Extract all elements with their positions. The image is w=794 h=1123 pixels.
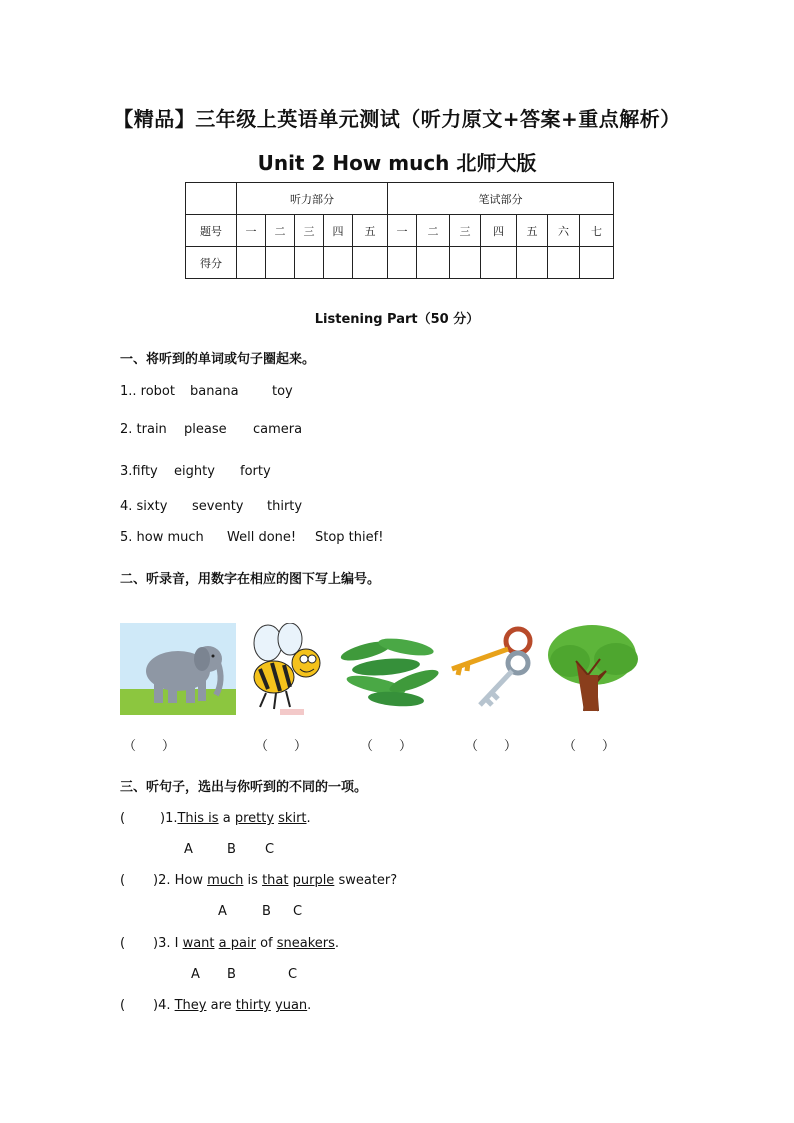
sentence-end: . xyxy=(306,811,311,826)
score-table xyxy=(185,182,614,279)
label-c: C xyxy=(265,842,275,857)
row-label-score: 得分 xyxy=(186,247,237,279)
question-number: )1. xyxy=(160,811,178,826)
label-c: C xyxy=(293,904,303,919)
word-option[interactable]: forty xyxy=(240,464,271,479)
section1-heading: 一、将听到的单词或句子圈起来。 xyxy=(120,352,316,367)
score-cell[interactable] xyxy=(580,247,614,279)
bee-picture xyxy=(238,623,336,715)
word-option[interactable]: seventy xyxy=(192,499,244,514)
word-option[interactable]: thirty xyxy=(267,499,303,514)
page-subtitle: Unit 2 How much 北师大版 xyxy=(257,151,537,175)
option-a: This is xyxy=(177,811,219,826)
answer-blank[interactable]: （ ） xyxy=(360,739,413,754)
listening-part-heading: Listening Part（50 分） xyxy=(314,312,480,327)
option-c: yuan xyxy=(275,998,308,1013)
word-option[interactable]: 3.fifty xyxy=(120,464,158,479)
keys-picture xyxy=(446,623,538,715)
sentence-end: . xyxy=(307,998,312,1013)
option-c: sneakers xyxy=(276,936,335,951)
sentence-end: . xyxy=(334,936,340,951)
word-option[interactable]: toy xyxy=(272,384,293,399)
option-a: want xyxy=(182,936,215,951)
option-b: pretty xyxy=(234,811,275,826)
elephant-picture xyxy=(120,623,236,715)
label-b: B xyxy=(227,842,236,857)
text-gap: are xyxy=(206,998,236,1013)
question-2 xyxy=(120,873,397,888)
answer-blank[interactable]: （ ） xyxy=(255,739,308,754)
label-a: A xyxy=(218,904,227,919)
option-b: thirty xyxy=(235,998,271,1013)
number-cell: 五 xyxy=(353,215,388,247)
question-1 xyxy=(120,811,311,826)
option-c: purple xyxy=(292,873,335,888)
option-b: a pair xyxy=(218,936,256,951)
word-option[interactable]: camera xyxy=(253,422,303,437)
score-cell[interactable] xyxy=(517,247,548,279)
page-title: 【精品】三年级上英语单元测试（听力原文+答案+重点解析） xyxy=(113,107,681,131)
table-corner xyxy=(186,183,237,215)
answer-paren[interactable]: ( xyxy=(120,873,126,888)
option-b: that xyxy=(262,873,289,888)
list-item xyxy=(120,384,293,399)
text-gap: is xyxy=(243,873,263,888)
text-gap: of xyxy=(255,936,277,951)
answer-paren[interactable]: ( xyxy=(120,811,126,826)
listening-header: 听力部分 xyxy=(237,183,388,215)
number-cell: 二 xyxy=(266,215,295,247)
word-option[interactable]: eighty xyxy=(174,464,215,479)
word-option[interactable]: 4. sixty xyxy=(120,499,168,514)
question-4 xyxy=(120,998,311,1013)
list-item xyxy=(120,422,302,437)
sentence-end: sweater? xyxy=(334,873,398,888)
score-cell[interactable] xyxy=(481,247,517,279)
text-gap: a xyxy=(218,811,235,826)
label-a: A xyxy=(191,967,200,982)
answer-paren[interactable]: ( xyxy=(120,998,126,1013)
question-number: )3. I xyxy=(153,936,183,951)
score-cell[interactable] xyxy=(353,247,388,279)
number-cell: 一 xyxy=(388,215,417,247)
row-label-number: 题号 xyxy=(186,215,237,247)
label-b: B xyxy=(262,904,271,919)
number-cell: 五 xyxy=(517,215,548,247)
option-labels xyxy=(184,842,274,857)
number-cell: 七 xyxy=(580,215,614,247)
answer-blank[interactable]: （ ） xyxy=(123,739,176,754)
score-cell[interactable] xyxy=(450,247,481,279)
score-cell[interactable] xyxy=(295,247,324,279)
score-cell[interactable] xyxy=(266,247,295,279)
option-a: They xyxy=(174,998,207,1013)
option-c: skirt xyxy=(278,811,307,826)
option-a: much xyxy=(207,873,244,888)
section2-heading: 二、听录音，用数字在相应的图下写上编号。 xyxy=(120,572,381,587)
label-b: B xyxy=(227,967,236,982)
score-cell[interactable] xyxy=(388,247,417,279)
score-cell[interactable] xyxy=(237,247,266,279)
word-option[interactable]: banana xyxy=(190,384,239,399)
number-cell: 三 xyxy=(450,215,481,247)
beans-picture xyxy=(336,623,446,715)
number-cell: 二 xyxy=(417,215,450,247)
answer-paren[interactable]: ( xyxy=(120,936,126,951)
score-cell[interactable] xyxy=(548,247,580,279)
number-cell: 六 xyxy=(548,215,580,247)
number-cell: 三 xyxy=(295,215,324,247)
word-option[interactable]: 5. how much xyxy=(120,530,204,545)
word-option[interactable]: 1.. robot xyxy=(120,384,175,399)
written-header: 笔试部分 xyxy=(388,183,614,215)
answer-blank[interactable]: （ ） xyxy=(465,739,518,754)
score-cell[interactable] xyxy=(324,247,353,279)
answer-blank[interactable]: （ ） xyxy=(563,739,616,754)
question-number: )4. xyxy=(153,998,175,1013)
list-item xyxy=(120,464,271,479)
list-item xyxy=(120,530,383,545)
list-item xyxy=(120,499,302,514)
tree-picture xyxy=(540,623,644,715)
word-option[interactable]: Well done! xyxy=(227,530,297,545)
word-option[interactable]: 2. train xyxy=(120,422,167,437)
option-labels xyxy=(191,967,297,982)
section3-heading: 三、听句子，选出与你听到的不同的一项。 xyxy=(120,780,368,795)
number-cell: 一 xyxy=(237,215,266,247)
label-c: C xyxy=(288,967,298,982)
number-cell: 四 xyxy=(324,215,353,247)
option-labels xyxy=(218,904,302,919)
word-option[interactable]: please xyxy=(184,422,227,437)
question-number: )2. How xyxy=(153,873,208,888)
label-a: A xyxy=(184,842,193,857)
word-option[interactable]: Stop thief! xyxy=(315,530,384,545)
number-cell: 四 xyxy=(481,215,517,247)
score-cell[interactable] xyxy=(417,247,450,279)
question-3 xyxy=(120,936,339,951)
